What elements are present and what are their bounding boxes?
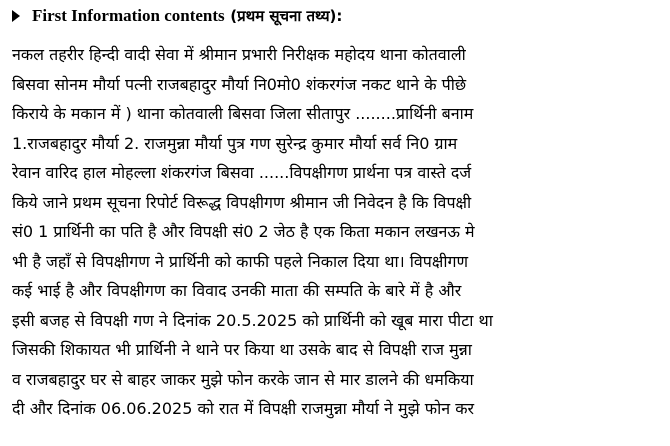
body-line: किराये के मकान में ) थाना कोतवाली बिसवा जिला सीतापुर ........प्रार्थिनी बनाम [12,104,474,123]
body-line: जिसकी शिकायत भी प्रार्थिनी ने थाने पर किया था उसके बाद से विपक्षी राज मुन्ना [12,340,472,359]
body-line: इसी बजह से विपक्षी गण ने दिनांक 20.5.2025 को प्रार्थिनी को खूब मारा पीटा था [12,310,493,330]
body-line: कई भाई है और विपक्षीगण का विवाद उनकी माता की सम्पति के बारे में है और [12,281,462,300]
body-line: भी है जहाँ से विपक्षीगण ने प्रार्थिनी को काफी पहले निकाल दिया था। विपक्षीगण [12,251,469,271]
body-line: व राजबहादुर घर से बाहर जाकर मुझे फोन करके जान से मार डालने की धमकिया [12,369,474,389]
body-line: 1.राजबहादुर मौर्या 2. राजमुन्ना मौर्या पुत्र गण सुरेन्द्र कुमार मौर्या सर्व नि0 ग्राम [12,133,458,153]
information-body [12,40,662,424]
body-line: किये जाने प्रथम सूचना रिपोर्ट विरूद्ध विपक्षीगण श्रीमान जी निवेदन है कि विपक्षी [12,192,472,212]
body-line: दी और दिनांक 06.06.2025 को रात में विपक्षी राजमुन्ना मौर्या ने मुझे फोन कर [12,399,475,418]
section-heading [12,4,662,28]
heading-hindi: (प्रथम सूचना तथ्य): [230,7,343,25]
heading-english: First Information contents [32,6,225,25]
body-line: रेवान वारिद हाल मोहल्ला शंकरगंज बिसवा ......विपक्षीगण प्रार्थना पत्र वास्ते दर्ज [12,163,472,182]
body-line: बिसवा सोनम मौर्या पत्नी राजबहादुर मौर्या नि0मो0 शंकरगंज नकट थाने के पीछे [12,74,467,94]
body-line: नकल तहरीर हिन्दी वादी सेवा में श्रीमान प्रभारी निरीक्षक महोदय थाना कोतवाली [12,45,466,64]
body-line: सं0 1 प्रार्थिनी का पति है और विपक्षी सं0 2 जेठ है एक किता मकान लखनऊ मे [12,222,475,241]
bullet-arrow-icon [12,10,20,22]
